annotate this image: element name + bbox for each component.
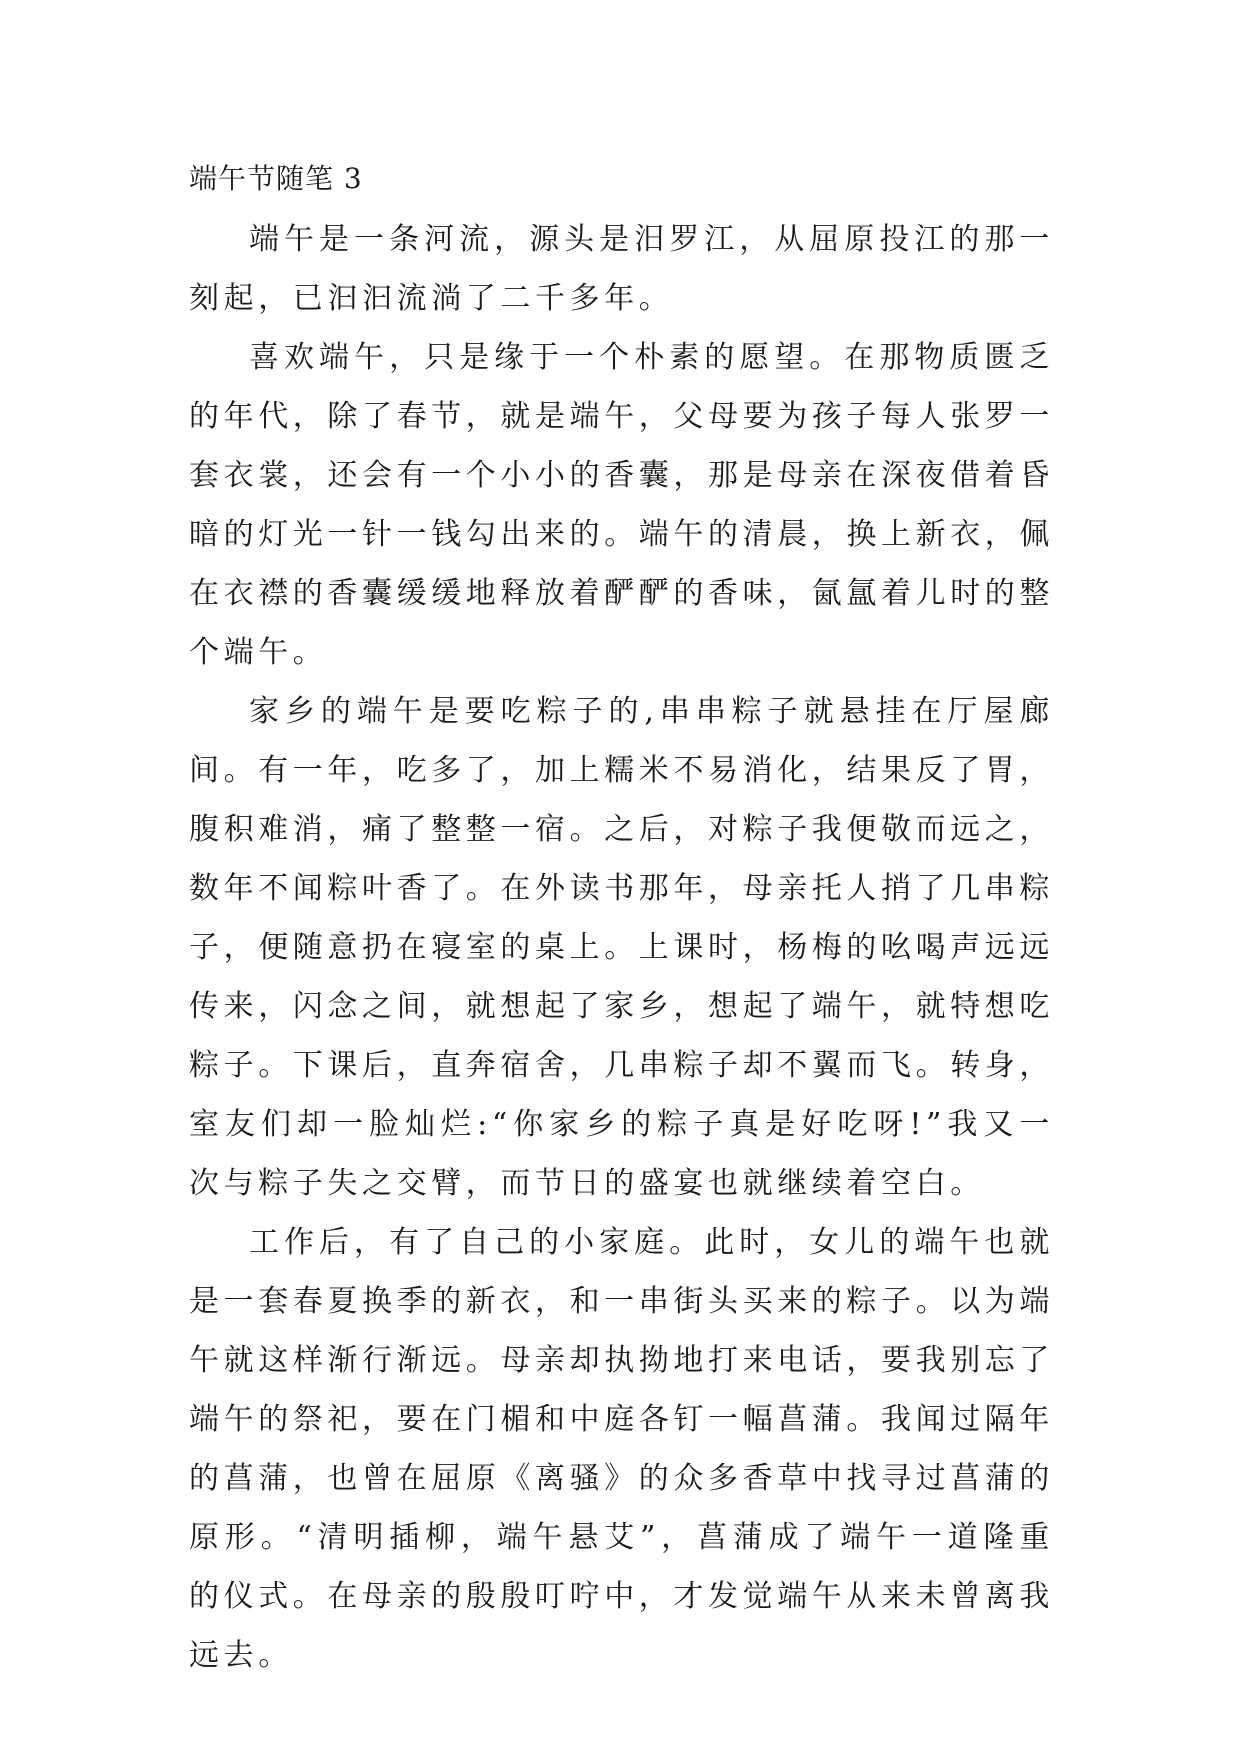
paragraph-2: 喜欢端午，只是缘于一个朴素的愿望。在那物质匮乏的年代，除了春节，就是端午，父母要为孩子每人张罗一套衣裳，还会有一个小小的香囊，那是母亲在深夜借着昏暗的灯光一针一钱勾出来的。端午的清晨，换上新衣，佩在衣襟的香囊缓缓地释放着酽酽的香味，氤氲着儿时的整个端午。 (189, 340, 1054, 670)
paragraph-4: 工作后，有了自己的小家庭。此时，女儿的端午也就是一套春夏换季的新衣，和一串街头买来的粽子。以为端午就这样渐行渐远。母亲却执拗地打来电话，要我别忘了端午的祭祀，要在门楣和中庭各钉一幅菖蒲。我闻过隔年的菖蒲，也曾在屈原《离骚》的众多香草中找寻过菖蒲的原形。“清明插柳，端午悬艾”，菖蒲成了端午一道隆重的仪式。在母亲的殷殷叮咛中，才发觉端午从来未曾离我远去。 (189, 1225, 1054, 1673)
document-body (189, 160, 1054, 1685)
paragraph-1: 端午是一条河流，源头是汨罗江，从屈原投江的那一刻起，已汩汩流淌了二千多年。 (189, 222, 1054, 316)
paragraph-3: 家乡的端午是要吃粽子的,串串粽子就悬挂在厅屋廊间。有一年，吃多了，加上糯米不易消化，结果反了胃，腹积难消，痛了整整一宿。之后，对粽子我便敬而远之，数年不闻粽叶香了。在外读书那年，母亲托人捎了几串粽子，便随意扔在寝室的桌上。上课时，杨梅的吆喝声远远传来，闪念之间，就想起了家乡，想起了端午，就特想吃粽子。下课后，直奔宿舍，几串粽子却不翼而飞。转身，室友们却一脸灿烂:“你家乡的粽子真是好吃呀!”我又一次与粽子失之交臂，而节日的盛宴也就继续着空白。 (189, 694, 1054, 1201)
document-title: 端午节随笔 3 (189, 162, 363, 195)
